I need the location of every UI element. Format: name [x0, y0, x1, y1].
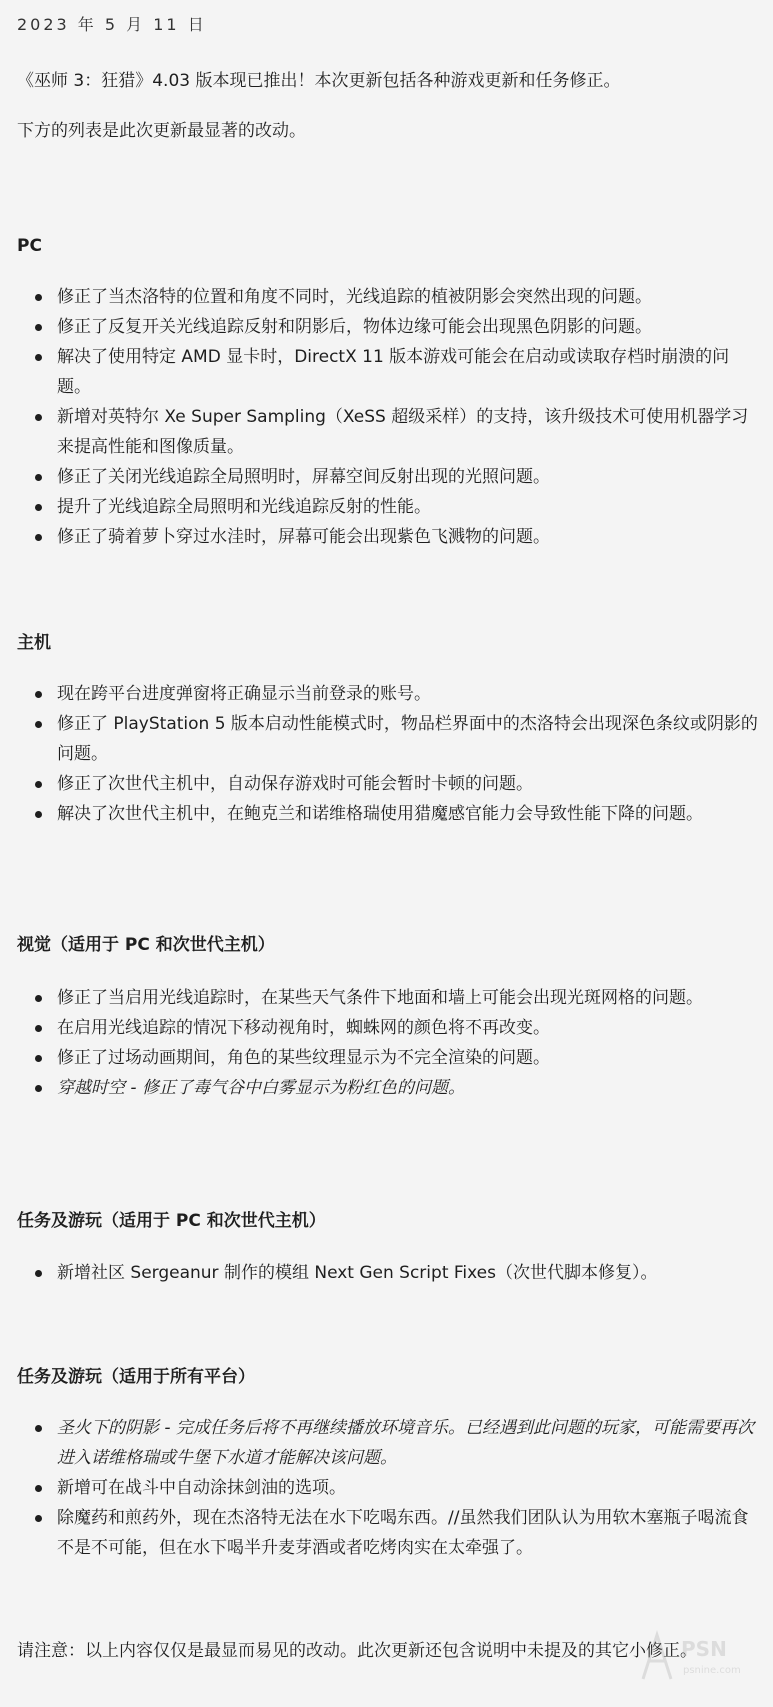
list-item: 现在跨平台进度弹窗将正确显示当前登录的账号。 [17, 679, 762, 709]
list-item: 修正了当启用光线追踪时，在某些天气条件下地面和墙上可能会出现光斑网格的问题。 [17, 983, 762, 1013]
watermark-url: psnine.com [683, 1665, 741, 1676]
watermark-brand: PSN [681, 1637, 727, 1661]
section-title-pc: PC [17, 236, 42, 256]
list-item: 修正了骑着萝卜穿过水洼时，屏幕可能会出现紫色飞溅物的问题。 [17, 522, 762, 552]
list-item: 提升了光线追踪全局照明和光线追踪反射的性能。 [17, 492, 762, 522]
list-item: 圣火下的阴影 - 完成任务后将不再继续播放环境音乐。已经遇到此问题的玩家，可能需要再次进入诺维格瑞或牛堡下水道才能解决该问题。 [17, 1413, 762, 1473]
list-item: 修正了过场动画期间，角色的某些纹理显示为不完全渲染的问题。 [17, 1043, 762, 1073]
section-title-visuals: 视觉（适用于 PC 和次世代主机） [17, 935, 275, 955]
list-item: 修正了反复开关光线追踪反射和阴影后，物体边缘可能会出现黑色阴影的问题。 [17, 312, 762, 342]
intro-paragraph: 《巫师 3：狂猎》4.03 版本现已推出！本次更新包括各种游戏更新和任务修正。 [17, 71, 621, 91]
list-item: 新增可在战斗中自动涂抹剑油的选项。 [17, 1473, 762, 1503]
list-item: 修正了次世代主机中，自动保存游戏时可能会暂时卡顿的问题。 [17, 769, 762, 799]
list-item: 解决了次世代主机中，在鲍克兰和诺维格瑞使用猎魔感官能力会导致性能下降的问题。 [17, 799, 762, 829]
section-list-visuals [17, 983, 762, 1103]
publish-date: 2023 年 5 月 11 日 [17, 15, 207, 34]
section-list-pc [17, 282, 762, 552]
section-title-console: 主机 [17, 633, 51, 653]
list-item: 在启用光线追踪的情况下移动视角时，蜘蛛网的颜色将不再改变。 [17, 1013, 762, 1043]
section-title-quests-nextgen: 任务及游玩（适用于 PC 和次世代主机） [17, 1211, 326, 1231]
list-item: 解决了使用特定 AMD 显卡时，DirectX 11 版本游戏可能会在启动或读取存档时崩溃的问题。 [17, 342, 762, 402]
section-list-quests-all [17, 1413, 762, 1563]
list-item: 修正了关闭光线追踪全局照明时，屏幕空间反射出现的光照问题。 [17, 462, 762, 492]
list-item: 新增社区 Sergeanur 制作的模组 Next Gen Script Fixes（次世代脚本修复）。 [17, 1258, 762, 1288]
list-item: 新增对英特尔 Xe Super Sampling（XeSS 超级采样）的支持，该升级技术可使用机器学习来提高性能和图像质量。 [17, 402, 762, 462]
psnine-logo-icon [633, 1629, 681, 1685]
section-list-quests-nextgen [17, 1258, 762, 1288]
section-title-quests-all: 任务及游玩（适用于所有平台） [17, 1367, 255, 1387]
list-item: 除魔药和煎药外，现在杰洛特无法在水下吃喝东西。//虽然我们团队认为用软木塞瓶子喝流食不是不可能，但在水下喝半升麦芽酒或者吃烤肉实在太牵强了。 [17, 1503, 762, 1563]
footer-note: 请注意：以上内容仅仅是最显而易见的改动。此次更新还包含说明中未提及的其它小修正。 [17, 1641, 697, 1661]
watermark [633, 1629, 753, 1689]
list-item: 修正了当杰洛特的位置和角度不同时，光线追踪的植被阴影会突然出现的问题。 [17, 282, 762, 312]
list-item: 修正了 PlayStation 5 版本启动性能模式时，物品栏界面中的杰洛特会出现深色条纹或阴影的问题。 [17, 709, 762, 769]
section-list-console [17, 679, 762, 829]
list-item: 穿越时空 - 修正了毒气谷中白雾显示为粉红色的问题。 [17, 1073, 762, 1103]
subintro-paragraph: 下方的列表是此次更新最显著的改动。 [17, 121, 306, 141]
